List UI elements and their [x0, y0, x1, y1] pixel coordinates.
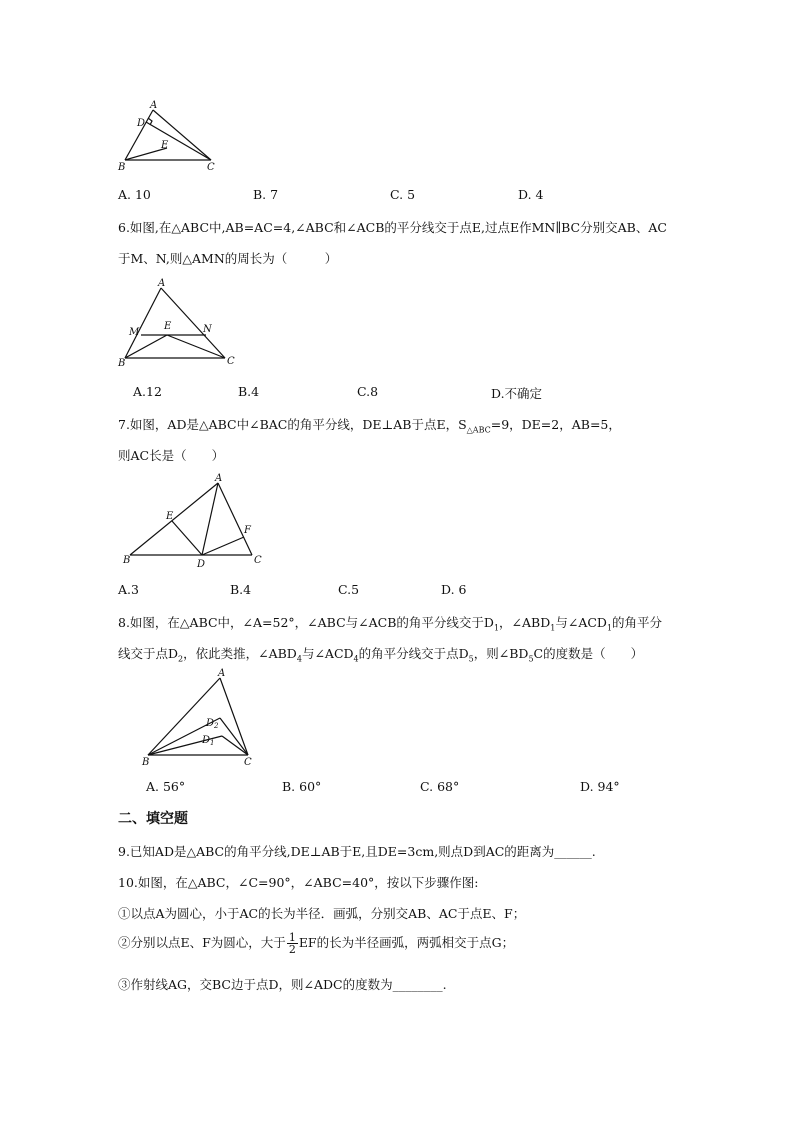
- q8-l1-d: 的角平分: [612, 615, 663, 630]
- q6-text-line1: 6.如图,在△ABC中,AB=AC=4,∠ABC和∠ACB的平分线交于点E,过点E作MN∥BC分别交AB、AC: [118, 220, 667, 235]
- q5-option-b[interactable]: B. 7: [253, 187, 279, 202]
- q8-option-c[interactable]: C. 68°: [420, 779, 460, 794]
- q7-area-subscript: △ABC: [466, 425, 491, 435]
- q8-l2-e: ，则∠BD: [473, 646, 529, 661]
- fraction-numerator: 1: [288, 931, 296, 944]
- q8-label-c: C: [244, 757, 252, 768]
- q8-text-line2: [118, 644, 643, 664]
- q7-line1-pre: 7.如图，AD是△ABC中∠BAC的角平分线，DE⊥AB于点E，S: [118, 417, 467, 432]
- q8-l2-s1: 2: [178, 654, 184, 664]
- q5-option-a[interactable]: A. 10: [118, 187, 151, 202]
- q5-side-ac: [153, 110, 211, 160]
- section-title-fill-in: 二、填空题: [118, 811, 188, 827]
- q7-option-c[interactable]: C.5: [338, 582, 360, 597]
- q7-label-d: D: [197, 559, 206, 570]
- q5-label-d: D: [137, 118, 146, 129]
- q7-label-c: C: [254, 555, 262, 566]
- q5-segment-cd: [146, 122, 211, 160]
- q8-option-a[interactable]: A. 56°: [146, 779, 186, 794]
- q10-step1: ①以点A为圆心，小于AC的长为半径．画弧，分别交AB、AC于点E、F；: [118, 906, 526, 921]
- q7-label-f: F: [244, 525, 251, 536]
- q5-label-e: E: [161, 140, 169, 151]
- q8-l1-s3: 1: [606, 623, 613, 633]
- q8-l2-s2: 4: [296, 654, 302, 664]
- q7-option-b[interactable]: B.4: [230, 582, 252, 597]
- q10-step2-post: EF的长为半径画弧，两弧相交于点G；: [298, 935, 515, 950]
- q8-l2-a: 线交于点D: [118, 646, 179, 661]
- q8-l2-s3: 4: [353, 654, 359, 664]
- q8-option-b[interactable]: B. 60°: [282, 779, 322, 794]
- q7-option-a[interactable]: A.3: [118, 582, 139, 597]
- q8-l2-b: ，依此类推，∠ABD: [183, 646, 297, 661]
- q6-option-b[interactable]: B.4: [238, 384, 260, 399]
- q6-label-a: A: [158, 278, 166, 289]
- q5-option-d[interactable]: D. 4: [518, 187, 544, 202]
- q5-option-c[interactable]: C. 5: [390, 187, 416, 202]
- q6-text-line2: 于M、N,则△AMN的周长为（ ）: [118, 251, 338, 266]
- fraction-denominator: 2: [288, 943, 296, 956]
- half-fraction: [287, 932, 298, 955]
- q8-l2-s4: 5: [468, 654, 474, 664]
- q8-figure: [140, 670, 270, 770]
- q6-label-m: M: [129, 327, 140, 338]
- q9-text: 9.已知AD是△ABC的角平分线,DE⊥AB于E,且DE=3cm,则点D到AC的距离为______.: [118, 844, 596, 859]
- q6-option-c[interactable]: C.8: [357, 384, 379, 399]
- q6-label-e: E: [164, 321, 172, 332]
- q6-option-d[interactable]: D.不确定: [491, 386, 543, 401]
- q6-label-c: C: [227, 356, 235, 367]
- q8-l1-c: 与∠ACD: [555, 615, 607, 630]
- q5-figure: [115, 100, 225, 175]
- q8-label-a: A: [218, 668, 226, 679]
- q10-text-line1: 10.如图，在△ABC，∠C=90°，∠ABC=40°，按以下步骤作图:: [118, 875, 479, 890]
- q8-label-d1: $D_1$: [202, 735, 215, 747]
- q5-label-a: A: [150, 100, 158, 111]
- q8-l2-c: 与∠ACD: [301, 646, 354, 661]
- q10-step2-pre: ②分别以点E、F为圆心，大于: [118, 935, 286, 950]
- q7-text-line2: 则AC长是（ ）: [118, 448, 225, 463]
- q8-text-line1: [118, 613, 662, 633]
- q8-label-b: B: [142, 757, 150, 768]
- q8-l1-s1: 1: [493, 623, 500, 633]
- q8-l2-s5: 5: [528, 654, 534, 664]
- q7-label-a: A: [215, 473, 223, 484]
- q8-label-d2: $D_2$: [206, 718, 219, 730]
- q6-figure: [115, 280, 245, 370]
- q5-label-b: B: [118, 162, 126, 173]
- q8-l1-a: 8.如图，在△ABC中，∠A=52°，∠ABC与∠ACB的角平分线交于D: [118, 615, 494, 630]
- q6-label-n: N: [203, 324, 212, 335]
- q8-option-d[interactable]: D. 94°: [580, 779, 620, 794]
- q5-label-c: C: [207, 162, 215, 173]
- q8-l2-d: 的角平分线交于点D: [358, 646, 469, 661]
- q7-option-d[interactable]: D. 6: [441, 582, 467, 597]
- q7-text-line1: [118, 415, 621, 435]
- q10-step3: ③作射线AG，交BC边于点D，则∠ADC的度数为________.: [118, 977, 447, 992]
- q10-step2: [118, 932, 514, 955]
- q8-l1-s2: 1: [550, 623, 556, 633]
- q7-label-b: B: [123, 555, 131, 566]
- q7-figure: [120, 475, 270, 570]
- q6-label-b: B: [118, 358, 126, 369]
- q8-l1-b: ，∠ABD: [499, 615, 551, 630]
- q6-option-a[interactable]: A.12: [133, 384, 162, 399]
- q7-label-e: E: [166, 511, 174, 522]
- q7-line1-post: =9，DE=2，AB=5，: [490, 417, 621, 432]
- q8-l2-f: C的度数是（ ）: [533, 646, 644, 661]
